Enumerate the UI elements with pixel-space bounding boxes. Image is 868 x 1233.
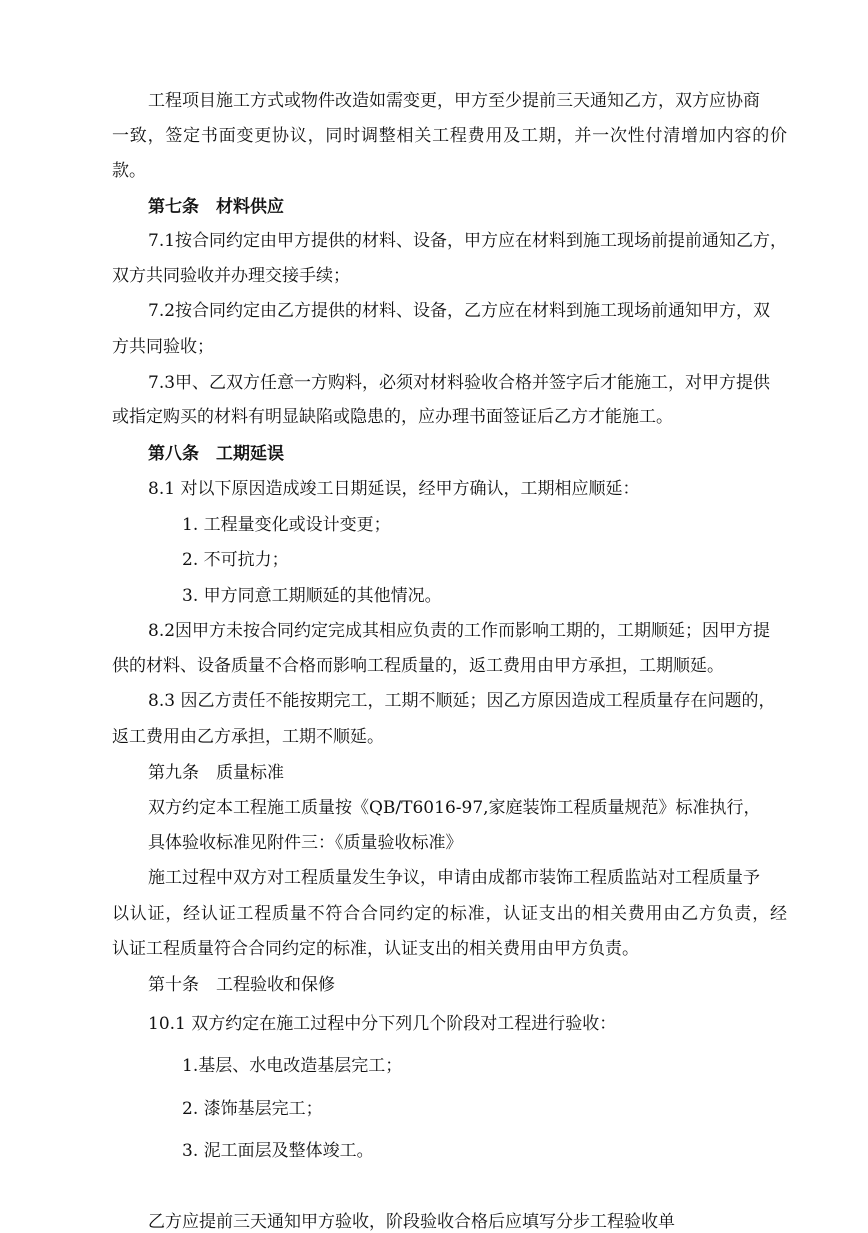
article-7-2-line-2: 方共同验收； xyxy=(112,337,214,357)
article-10-list-item: 1.基层、水电改造基层完工； xyxy=(182,1056,403,1076)
article-8-list-item: 1. 工程量变化或设计变更； xyxy=(182,515,391,535)
article-7-1-line-1: 7.1按合同约定由甲方提供的材料、设备，甲方应在材料到施工现场前提前通知乙方， xyxy=(148,231,788,251)
article-9-p2: 具体验收标准见附件三：《质量验收标准》 xyxy=(148,833,463,853)
article-10-1: 10.1 双方约定在施工过程中分下列几个阶段对工程进行验收： xyxy=(148,1014,617,1034)
article-7-heading: 第七条 材料供应 xyxy=(148,197,284,217)
intro-line-1: 工程项目施工方式或物件改造如需变更，甲方至少提前三天通知乙方，双方应协商 xyxy=(148,91,760,111)
article-9-p3-line-2: 以认证，经认证工程质量不符合合同约定的标准，认证支出的相关费用由乙方负责，经 xyxy=(112,904,787,924)
article-10-heading: 第十条 工程验收和保修 xyxy=(148,975,335,995)
article-9-p1: 双方约定本工程施工质量按《QB/T6016-97,家庭装饰工程质量规范》标准执行， xyxy=(148,798,761,818)
article-8-3-line-2: 返工费用由乙方承担，工期不顺延。 xyxy=(112,727,384,747)
article-8-3-line-1: 8.3 因乙方责任不能按期完工，工期不顺延；因乙方原因造成工程质量存在问题的， xyxy=(148,691,776,711)
article-7-3-line-2: 或指定购买的材料有明显缺陷或隐患的，应办理书面签证后乙方才能施工。 xyxy=(112,407,673,427)
article-10-list-item: 2. 漆饰基层完工； xyxy=(182,1099,323,1119)
intro-line-2: 一致，签定书面变更协议，同时调整相关工程费用及工期，并一次性付清增加内容的价 xyxy=(112,126,787,146)
article-10-p2: 乙方应提前三天通知甲方验收，阶段验收合格后应填写分步工程验收单 xyxy=(148,1212,675,1232)
article-8-2-line-1: 8.2因甲方未按合同约定完成其相应负责的工作而影响工期的，工期顺延；因甲方提 xyxy=(148,621,771,641)
article-8-heading: 第八条 工期延误 xyxy=(148,444,284,464)
article-7-2-line-1: 7.2按合同约定由乙方提供的材料、设备，乙方应在材料到施工现场前通知甲方，双 xyxy=(148,301,771,321)
article-8-list-item: 3. 甲方同意工期顺延的其他情况。 xyxy=(182,586,442,606)
article-7-3-line-1: 7.3甲、乙双方任意一方购料，必须对材料验收合格并签字后才能施工，对甲方提供 xyxy=(148,373,771,393)
article-8-list-item: 2. 不可抗力； xyxy=(182,550,289,570)
article-9-p3-line-1: 施工过程中双方对工程质量发生争议，申请由成都市装饰工程质监站对工程质量予 xyxy=(148,868,760,888)
article-8-1: 8.1 对以下原因造成竣工日期延误，经甲方确认，工期相应顺延： xyxy=(148,479,640,499)
intro-line-3: 款。 xyxy=(112,161,146,181)
article-7-1-line-2: 双方共同验收并办理交接手续； xyxy=(112,266,350,286)
article-8-2-line-2: 供的材料、设备质量不合格而影响工程质量的，返工费用由甲方承担，工期顺延。 xyxy=(112,656,724,676)
article-9-p3-line-3: 认证工程质量符合合同约定的标准，认证支出的相关费用由甲方负责。 xyxy=(112,939,639,959)
article-9-heading: 第九条 质量标准 xyxy=(148,763,284,783)
article-10-list-item: 3. 泥工面层及整体竣工。 xyxy=(182,1141,374,1161)
